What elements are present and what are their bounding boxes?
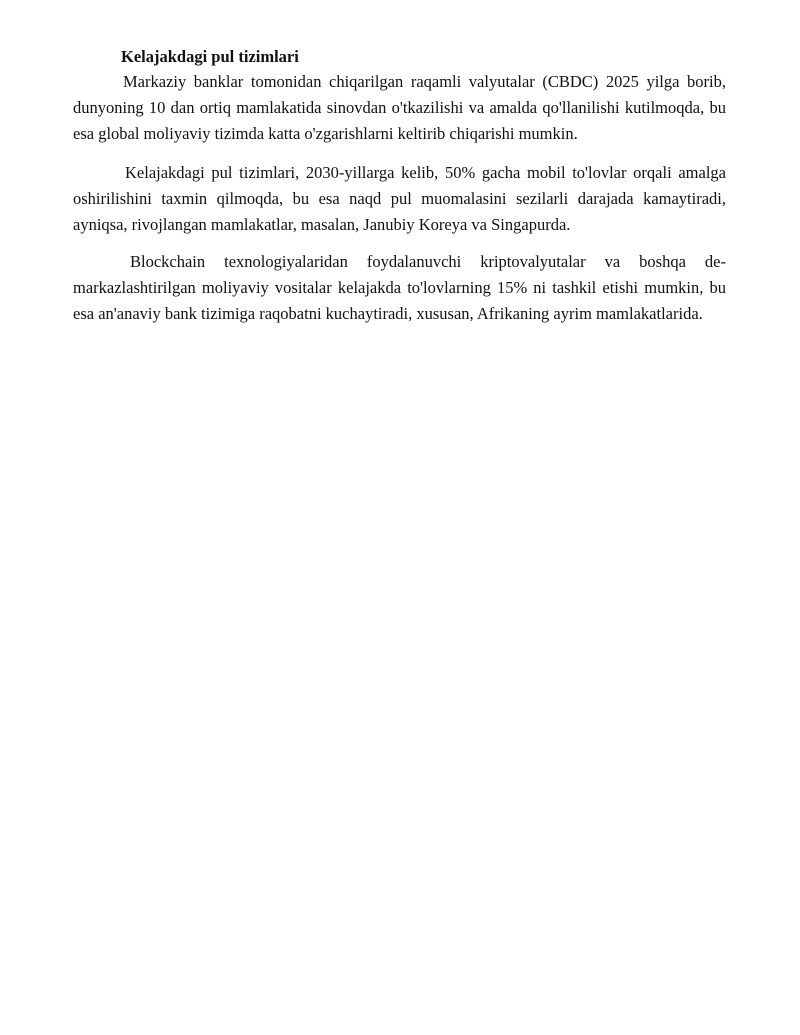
paragraph-blockchain: Blockchain texnologiyalaridan foydalanuvchi kriptovalyutalar va boshqa de-markazlashtirilgan moliyaviy vositalar kelajakda to'lovlarning 15% ni tashkil etishi mumkin, bu esa an'anaviy bank tizimiga raqobatni kuchaytiradi, xususan, Afrikaning ayrim mamlakatlarida. (73, 252, 726, 323)
document-page (73, 47, 726, 327)
paragraph-mobile-payments: Kelajakdagi pul tizimlari, 2030-yillarga kelib, 50% gacha mobil to'lovlar orqali amalga oshirilishini taxmin qilmoqda, bu esa naqd pul muomalasini sezilarli darajada kamaytiradi, ayniqsa, rivojlangan mamlakatlar, masalan, Janubiy Koreya va Singapurda. (73, 163, 726, 234)
paragraph-cbdc: Markaziy banklar tomonidan chiqarilgan raqamli valyutalar (CBDC) 2025 yilga borib, dunyoning 10 dan ortiq mamlakatida sinovdan o'tkazilishi va amalda qo'llanilishi kutilmoqda, bu esa global moliyaviy tizimda katta o'zgarishlarni keltirib chiqarishi mumkin. (73, 72, 726, 143)
document-title: Kelajakdagi pul tizimlari (121, 47, 299, 66)
